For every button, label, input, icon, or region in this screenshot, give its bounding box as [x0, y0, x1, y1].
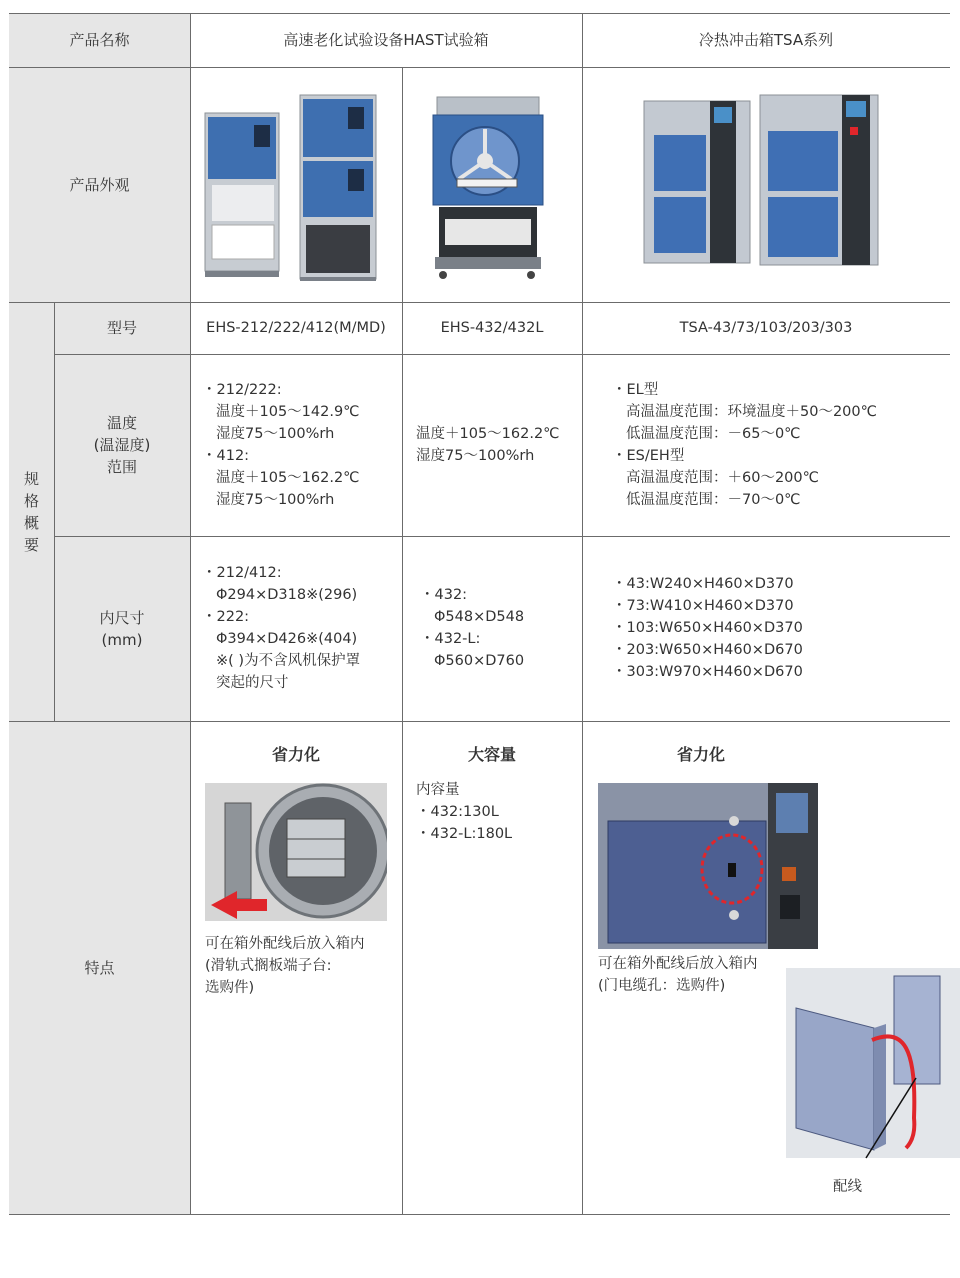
- spec-group-char: 概: [23, 513, 39, 532]
- temp-ehs212-line: ・412:: [202, 448, 250, 464]
- spec-group-char: 格: [23, 491, 39, 510]
- cable-wiring-diagram: [786, 968, 960, 1163]
- size-tsa-line: ・43:W240×H460×D370: [612, 576, 794, 592]
- temp-tsa-line: 高温温度范围：环境温度＋50～200℃: [626, 404, 877, 420]
- spec-group-char: 规: [23, 469, 39, 488]
- size-ehs212-line: ・212/412:: [202, 565, 282, 581]
- size-ehs212-line: ※( )为不含风机保护罩: [216, 653, 361, 669]
- temp-ehs432-line: 温度＋105～162.2℃: [416, 426, 560, 442]
- feature-ehs212-title: 省力化: [271, 744, 320, 764]
- temp-label: [54, 354, 190, 536]
- feature-ehs432-line: 内容量: [416, 782, 460, 798]
- slide-rail-shelf-image: [205, 783, 387, 921]
- temp-ehs212-line: 湿度75～100%rh: [216, 426, 335, 442]
- size-ehs212-line: 突起的尺寸: [216, 675, 289, 691]
- size-tsa-line: ・103:W650×H460×D370: [612, 620, 803, 636]
- temp-tsa-line: ・EL型: [612, 382, 659, 398]
- grid-line: [54, 354, 950, 355]
- temp-tsa-line: 低温温度范围：－70～0℃: [626, 492, 801, 508]
- size-ehs212-block: [202, 562, 360, 694]
- temp-tsa-line: 低温温度范围：－65～0℃: [626, 426, 801, 442]
- grid-line: [582, 13, 583, 1215]
- temp-ehs432-block: [416, 423, 559, 467]
- size-label-line: 内尺寸: [99, 608, 145, 627]
- feature-tsa-title: 省力化: [676, 744, 725, 764]
- temp-ehs212-block: [202, 379, 359, 511]
- temp-tsa-block: [612, 379, 877, 511]
- size-tsa-line: ・203:W650×H460×D670: [612, 642, 803, 658]
- tsa-product-image: [642, 93, 882, 273]
- feature-ehs212-caption-line: (滑轨式搁板端子台:: [205, 958, 332, 974]
- size-label: [54, 536, 190, 721]
- spec-group-label: [9, 302, 54, 721]
- model-label: 型号: [106, 319, 137, 337]
- temp-label-line: 温度: [106, 414, 137, 432]
- size-ehs432-line: ・432:: [420, 587, 468, 603]
- temp-ehs212-line: 温度＋105～142.9℃: [216, 404, 360, 420]
- door-cable-hole-image: [598, 783, 818, 949]
- size-ehs432-line: Φ560×D760: [434, 653, 525, 669]
- temp-tsa-line: 高温温度范围：＋60～200℃: [626, 470, 819, 486]
- spec-group-char: 要: [23, 535, 39, 554]
- appearance-label: 产品外观: [69, 175, 130, 194]
- feature-tsa-caption: [598, 953, 758, 997]
- temp-ehs212-line: 温度＋105～162.2℃: [216, 470, 360, 486]
- feature-tsa-caption-line: 可在箱外配线后放入箱内: [598, 956, 758, 972]
- temp-label-line: 范围: [106, 458, 137, 476]
- wire-label: 配线: [833, 1179, 862, 1195]
- grid-line: [9, 302, 950, 303]
- model-tsa: TSA-43/73/103/203/303: [679, 320, 853, 336]
- grid-line: [54, 536, 950, 537]
- model-ehs212: EHS-212/222/412(M/MD): [206, 320, 386, 336]
- grid-line: [402, 67, 403, 1215]
- grid-line: [54, 302, 55, 721]
- feature-ehs212-caption: [205, 933, 365, 999]
- feature-ehs212-caption-line: 选购件): [205, 980, 255, 996]
- temp-ehs212-line: 湿度75～100%rh: [216, 492, 335, 508]
- size-ehs212-line: Φ294×D318※(296): [216, 587, 358, 603]
- grid-line: [190, 13, 191, 1215]
- grid-line: [9, 1214, 950, 1215]
- size-tsa-line: ・73:W410×H460×D370: [612, 598, 794, 614]
- feature-ehs212-caption-line: 可在箱外配线后放入箱内: [205, 936, 365, 952]
- model-ehs432: EHS-432/432L: [440, 320, 544, 336]
- size-ehs212-line: Φ394×D426※(404): [216, 631, 358, 647]
- header-product-name: 产品名称: [69, 31, 130, 49]
- temp-label-line: (温湿度): [93, 436, 151, 454]
- feature-tsa-caption-line: (门电缆孔：选购件): [598, 978, 726, 994]
- grid-line: [9, 67, 950, 68]
- spec-table: [9, 13, 950, 1215]
- feature-ehs432-line: ・432:130L: [416, 804, 499, 820]
- header-tsa: 冷热冲击箱TSA系列: [698, 31, 834, 49]
- size-ehs432-line: ・432-L:: [420, 631, 481, 647]
- header-hast: 高速老化试验设备HAST试验箱: [283, 31, 489, 49]
- size-ehs212-line: ・222:: [202, 609, 250, 625]
- size-tsa-line: ・303:W970×H460×D670: [612, 664, 803, 680]
- temp-ehs212-line: ・212/222:: [202, 382, 282, 398]
- size-ehs432-block: [420, 584, 524, 672]
- temp-ehs432-line: 湿度75～100%rh: [416, 448, 535, 464]
- grid-line: [9, 13, 950, 14]
- hast-ehs432-product-image: [429, 95, 549, 285]
- size-tsa-block: [612, 573, 803, 683]
- features-label: 特点: [84, 959, 115, 977]
- grid-line: [9, 721, 950, 722]
- hast-ehs212-product-image: [202, 93, 382, 283]
- size-ehs432-line: Φ548×D548: [434, 609, 525, 625]
- temp-tsa-line: ・ES/EH型: [612, 448, 685, 464]
- feature-ehs432-title: 大容量: [467, 744, 516, 764]
- size-label-line: (mm): [101, 630, 143, 649]
- feature-ehs432-line: ・432-L:180L: [416, 826, 513, 842]
- feature-ehs432-block: [416, 779, 512, 845]
